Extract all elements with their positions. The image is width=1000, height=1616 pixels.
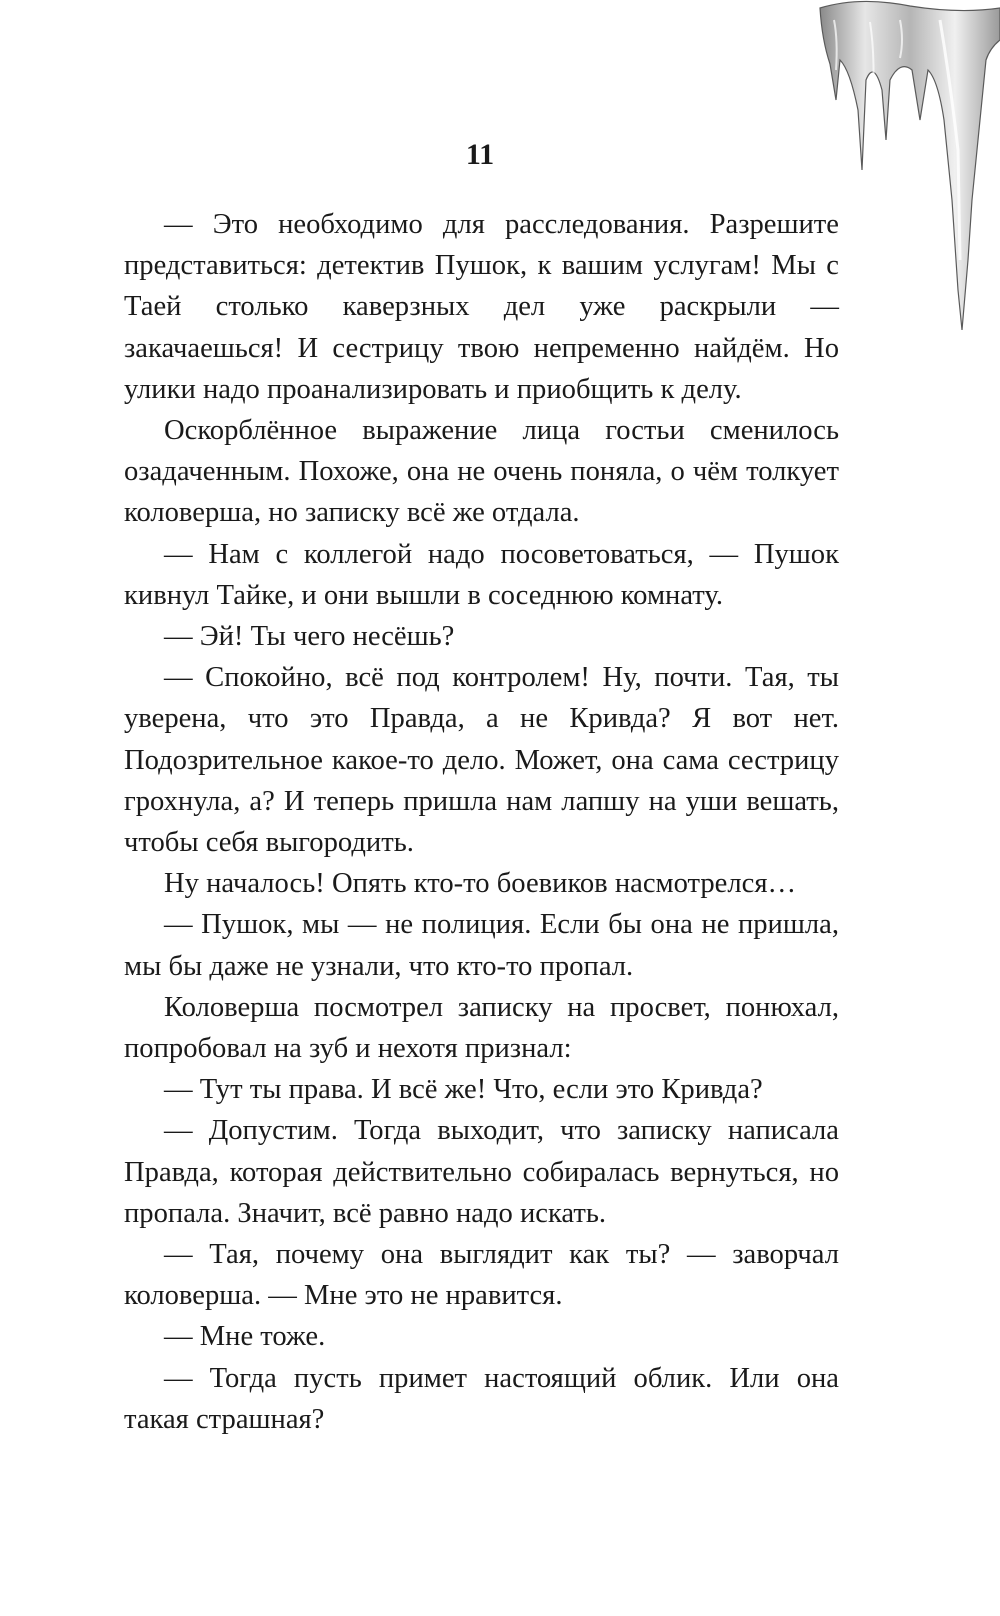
- paragraph: — Эй! Ты чего несёшь?: [164, 621, 455, 653]
- paragraph: Ну началось! Опять кто-то боевиков насмотрелся…: [164, 868, 797, 900]
- page-number: 11: [465, 138, 495, 171]
- paragraph: Оскорблённое выражение лица гостьи сменилось озадаченным. Похоже, она не очень поняла, о чём толкует коловерша, но записку всё же отдала.: [124, 415, 839, 529]
- body-text: [124, 204, 839, 1440]
- paragraph: — Мне тоже.: [164, 1321, 326, 1353]
- paragraph: — Нам с коллегой надо посоветоваться, — Пушок кивнул Тайке, и они вышли в соседнюю комнату.: [124, 538, 839, 611]
- paragraph: — Спокойно, всё под контролем! Ну, почти. Тая, ты уверена, что это Правда, а не Кривда? Я вот нет. Подозрительное какое-то дело. Может, она сама сестрицу грохнула, а? И теперь пришла нам лапшу на уши вешать, чтобы себя выгородить.: [124, 662, 839, 859]
- paragraph: — Тая, почему она выглядит как ты? — заворчал коловерша. — Мне это не нравится.: [124, 1239, 839, 1312]
- paragraph: Коловерша посмотрел записку на просвет, понюхал, попробовал на зуб и нехотя признал:: [124, 991, 839, 1065]
- paragraph: — Это необходимо для расследования. Разрешите представиться: детектив Пушок, к вашим услугам! Мы с Таей столько каверзных дел уже раскрыли — закачаешься! И сестрицу твою непременно найдём. Но улики надо проанализировать и приобщить к делу.: [124, 209, 839, 405]
- paragraph: — Допустим. Тогда выходит, что записку написала Правда, которая действительно собиралась вернуться, но пропала. Значит, всё равно надо искать.: [124, 1115, 839, 1229]
- paragraph: — Пушок, мы — не полиция. Если бы она не пришла, мы бы даже не узнали, что кто-то пропал.: [124, 909, 839, 982]
- paragraph: — Тут ты права. И всё же! Что, если это Кривда?: [164, 1074, 763, 1106]
- paragraph: — Тогда пусть примет настоящий облик. Или она такая страшная?: [124, 1362, 839, 1435]
